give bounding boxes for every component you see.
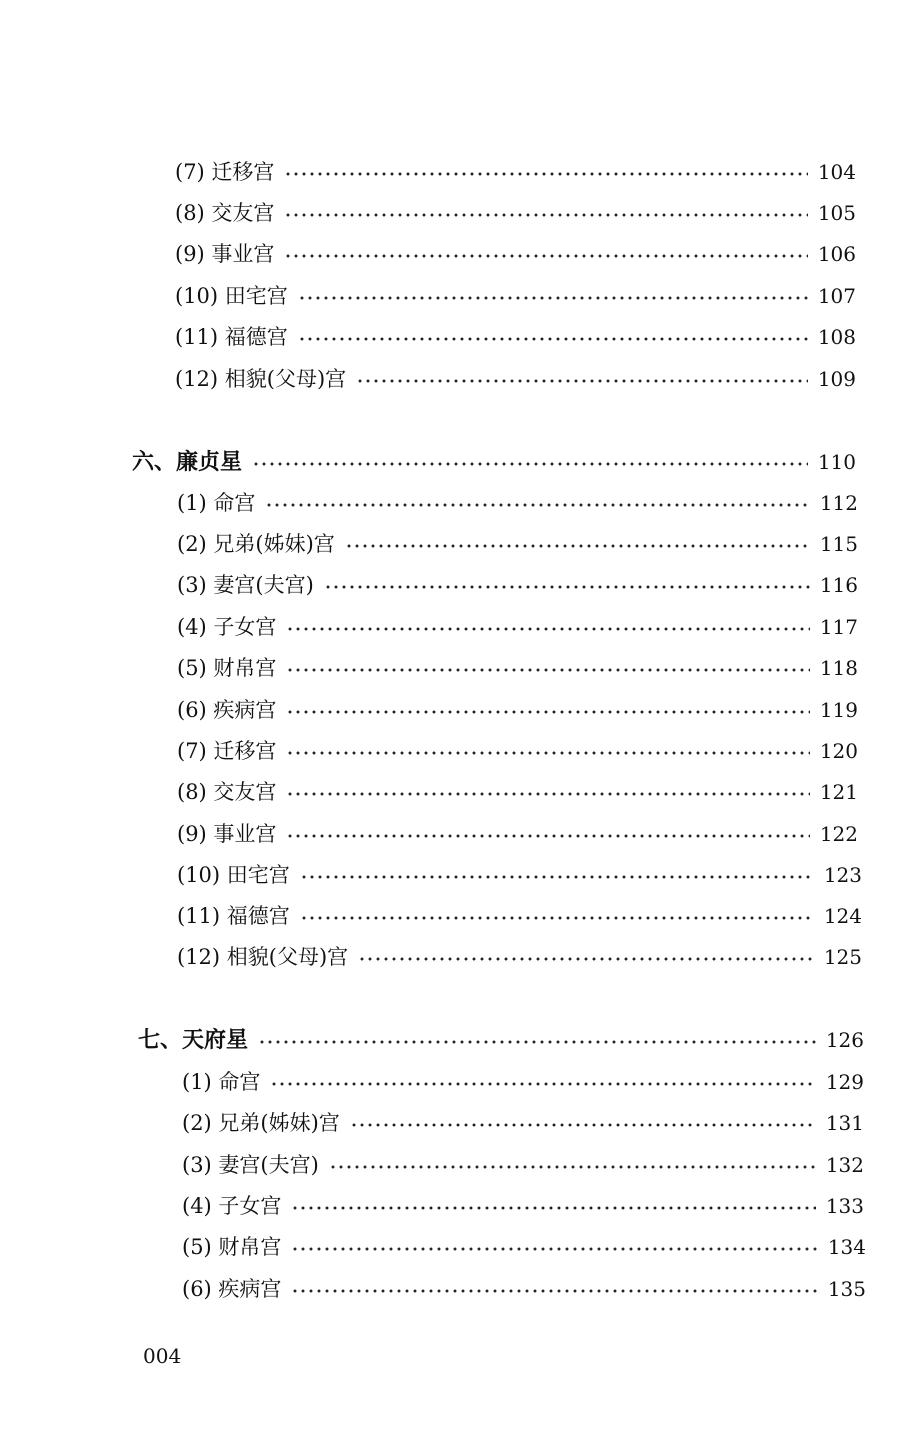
dot-leader xyxy=(286,750,809,756)
toc-entry-page: 104 xyxy=(817,160,856,184)
toc-section-heading xyxy=(138,1018,864,1054)
dot-leader xyxy=(324,584,810,590)
toc-entry-label: (4) 子女宫 xyxy=(182,1194,282,1218)
dot-leader xyxy=(284,171,807,177)
toc-entry-page: 112 xyxy=(819,491,858,515)
toc-entry xyxy=(182,1101,864,1137)
toc-entry xyxy=(182,1060,864,1096)
toc-entry-page: 109 xyxy=(817,367,856,391)
dot-leader xyxy=(358,956,814,962)
page-number: 004 xyxy=(143,1344,182,1368)
toc-entry xyxy=(177,481,858,517)
toc-entry-label: (1) 命宫 xyxy=(182,1070,261,1094)
toc-section-page: 126 xyxy=(825,1028,864,1052)
toc-entry xyxy=(175,232,856,268)
toc-entry-label: (9) 事业宫 xyxy=(177,822,277,846)
dot-leader xyxy=(265,502,809,508)
dot-leader xyxy=(286,667,809,673)
toc-entry xyxy=(177,853,862,889)
toc-entry xyxy=(177,894,862,930)
toc-entry xyxy=(177,688,858,724)
toc-entry-label: (3) 妻宫(夫宫) xyxy=(182,1153,319,1177)
dot-leader xyxy=(270,1081,815,1087)
toc-entry-page: 132 xyxy=(825,1153,864,1177)
toc-entry-page: 129 xyxy=(825,1070,864,1094)
toc-entry xyxy=(177,770,858,806)
toc-entry-page: 124 xyxy=(823,904,862,928)
toc-entry xyxy=(177,522,858,558)
dot-leader xyxy=(345,543,810,549)
toc-entry xyxy=(182,1143,864,1179)
toc-section-heading xyxy=(132,440,856,476)
toc-entry-label: (12) 相貌(父母)宫 xyxy=(175,367,347,391)
toc-entry xyxy=(177,729,858,765)
toc-entry-page: 107 xyxy=(817,284,856,308)
dot-leader xyxy=(284,212,807,218)
toc-entry-label: (6) 疾病宫 xyxy=(177,698,277,722)
toc-entry-page: 105 xyxy=(817,201,856,225)
toc-entry-page: 131 xyxy=(825,1111,864,1135)
toc-entry-page: 108 xyxy=(817,325,856,349)
toc-entry-page: 134 xyxy=(827,1235,866,1259)
toc-entry-page: 122 xyxy=(819,822,858,846)
toc-entry-page: 133 xyxy=(825,1194,864,1218)
toc-entry xyxy=(177,605,858,641)
toc-entry-label: (1) 命宫 xyxy=(177,491,256,515)
dot-leader xyxy=(291,1288,817,1294)
toc-entry-label: (10) 田宅宫 xyxy=(175,284,288,308)
dot-leader xyxy=(350,1122,816,1128)
toc-entry-label: (9) 事业宫 xyxy=(175,242,275,266)
toc-section-label: 六、廉贞星 xyxy=(132,449,243,475)
dot-leader xyxy=(284,253,807,259)
toc-entry-label: (7) 迁移宫 xyxy=(177,739,277,763)
dot-leader xyxy=(286,626,809,632)
toc-entry-label: (2) 兄弟(姊妹)宫 xyxy=(177,532,335,556)
dot-leader xyxy=(286,833,809,839)
dot-leader xyxy=(300,874,814,880)
toc-entry-page: 116 xyxy=(819,573,858,597)
dot-leader xyxy=(252,461,808,467)
toc-entry-page: 118 xyxy=(819,656,858,680)
toc-entry-label: (8) 交友宫 xyxy=(175,201,275,225)
dot-leader xyxy=(356,378,808,384)
toc-entry-page: 119 xyxy=(819,698,858,722)
toc-section-label: 七、天府星 xyxy=(138,1027,249,1053)
toc-entry-label: (12) 相貌(父母)宫 xyxy=(177,945,349,969)
dot-leader xyxy=(291,1205,815,1211)
toc-entry-page: 106 xyxy=(817,242,856,266)
toc-entry-label: (5) 财帛宫 xyxy=(177,656,277,680)
toc-entry-page: 120 xyxy=(819,739,858,763)
dot-leader xyxy=(291,1246,817,1252)
toc-entry-label: (7) 迁移宫 xyxy=(175,160,275,184)
toc-entry xyxy=(177,646,858,682)
toc-entry xyxy=(182,1225,866,1261)
toc-entry xyxy=(175,274,856,310)
toc-entry-label: (11) 福德宫 xyxy=(177,904,290,928)
toc-entry-label: (11) 福德宫 xyxy=(175,325,288,349)
toc-entry-label: (8) 交友宫 xyxy=(177,780,277,804)
toc-entry xyxy=(175,150,856,186)
toc-entry-label: (3) 妻宫(夫宫) xyxy=(177,573,314,597)
toc-entry xyxy=(175,357,856,393)
toc-entry xyxy=(177,935,862,971)
toc-entry-label: (10) 田宅宫 xyxy=(177,863,290,887)
toc-entry xyxy=(175,315,856,351)
dot-leader xyxy=(329,1164,816,1170)
toc-entry-label: (4) 子女宫 xyxy=(177,615,277,639)
dot-leader xyxy=(286,791,809,797)
toc-entry xyxy=(175,191,856,227)
toc-entry-label: (5) 财帛宫 xyxy=(182,1235,282,1259)
toc-entry-page: 135 xyxy=(827,1277,866,1301)
toc-entry xyxy=(177,563,858,599)
dot-leader xyxy=(300,915,814,921)
toc-entry-page: 115 xyxy=(819,532,858,556)
toc-section-page: 110 xyxy=(817,450,856,474)
dot-leader xyxy=(298,336,808,342)
toc-entry-page: 121 xyxy=(819,780,858,804)
toc-entry-page: 125 xyxy=(823,945,862,969)
toc-entry-page: 117 xyxy=(819,615,858,639)
toc-entry-label: (2) 兄弟(姊妹)宫 xyxy=(182,1111,340,1135)
dot-leader xyxy=(286,709,809,715)
toc-entry xyxy=(182,1267,866,1303)
toc-entry xyxy=(182,1184,864,1220)
toc-entry-page: 123 xyxy=(823,863,862,887)
dot-leader xyxy=(258,1039,816,1045)
toc-entry-label: (6) 疾病宫 xyxy=(182,1277,282,1301)
toc-entry xyxy=(177,812,858,848)
dot-leader xyxy=(298,295,808,301)
